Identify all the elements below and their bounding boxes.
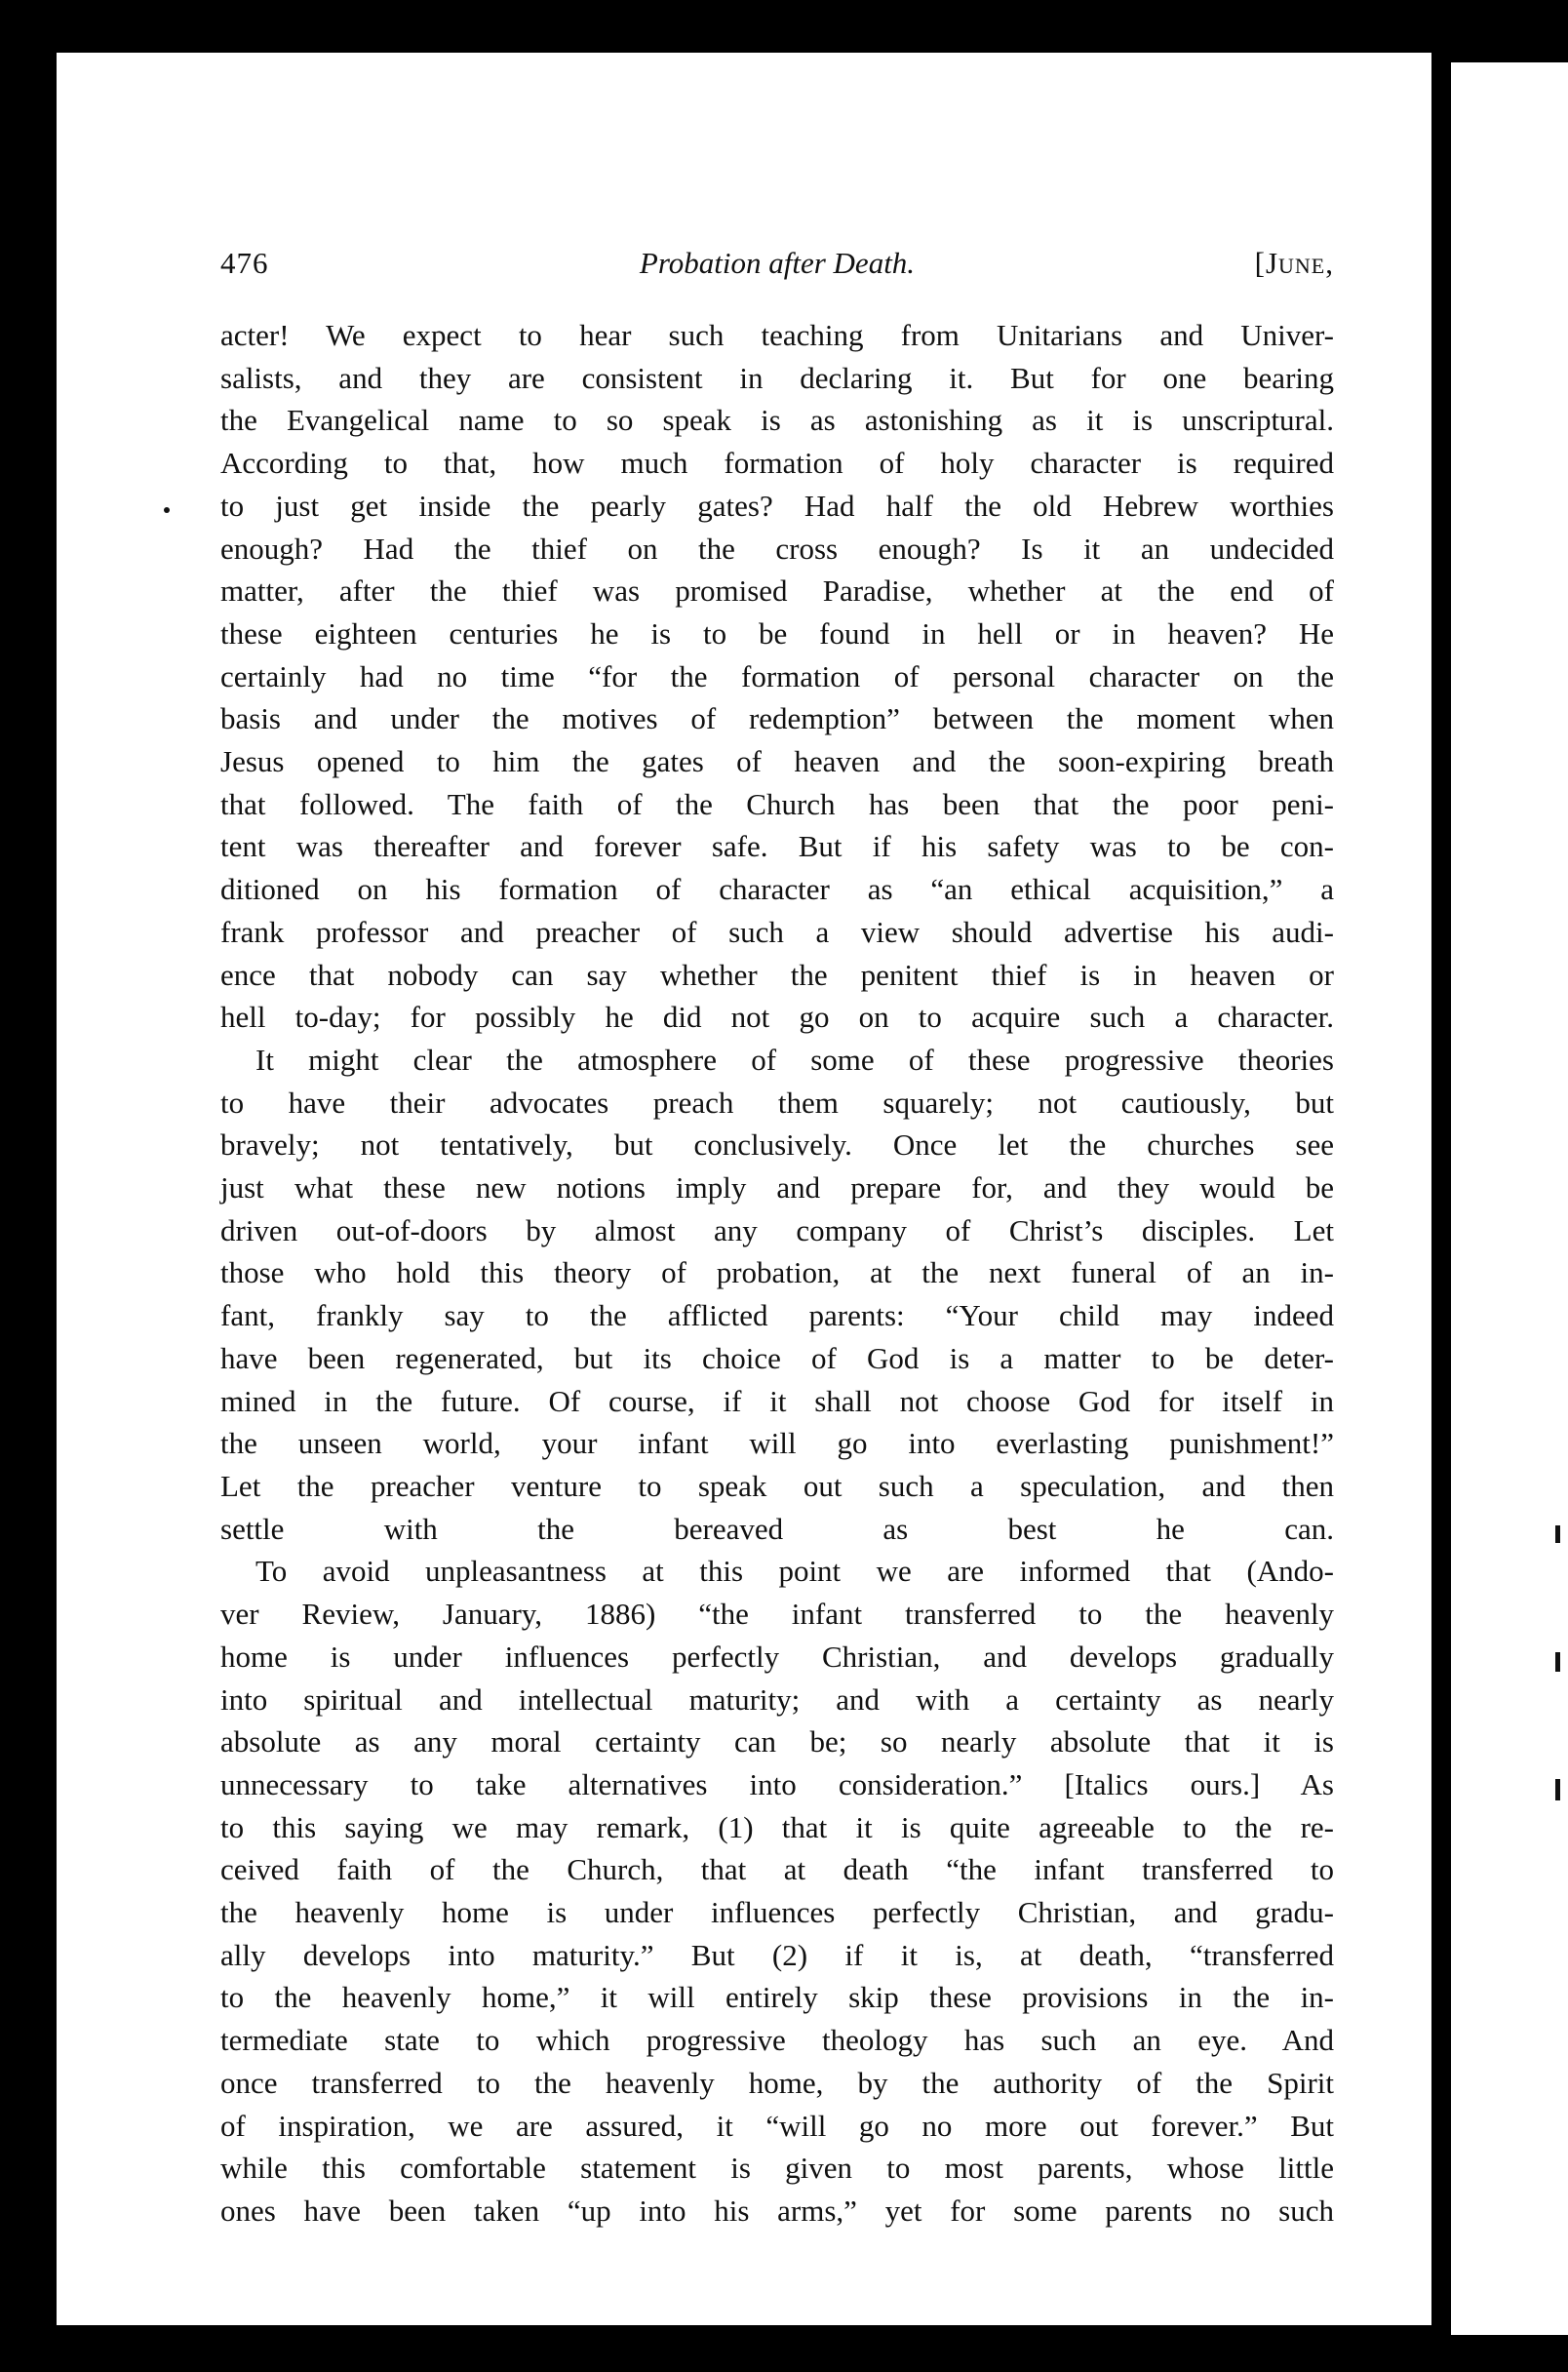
- stray-mark: [164, 507, 170, 513]
- text-line: bravely; not tentatively, but conclusively. Once let the churches see: [220, 1127, 1334, 1163]
- text-line: Let the preacher venture to speak out such a speculation, and then: [220, 1468, 1334, 1503]
- text-line: ceived faith of the Church, that at death “the infant transferred to: [220, 1852, 1334, 1887]
- edge-mark: [1555, 1652, 1560, 1672]
- paragraph: [220, 1550, 1334, 2232]
- book-page: [57, 53, 1431, 2325]
- text-line: According to that, how much formation of holy character is required: [220, 446, 1334, 481]
- text-line: It might clear the atmosphere of some of these progressive theories: [255, 1042, 1334, 1077]
- text-line: settle with the bereaved as best he can.: [220, 1511, 1334, 1546]
- page-number: 476: [220, 246, 269, 280]
- body-text: [220, 314, 1334, 2233]
- text-line: ver Review, January, 1886) “the infant transferred to the heavenly: [220, 1597, 1334, 1632]
- text-line: acter! We expect to hear such teaching from Unitarians and Univer-: [220, 318, 1334, 352]
- paragraph: [220, 1039, 1334, 1550]
- text-line: of inspiration, we are assured, it “will go no more out forever.” But: [220, 2108, 1334, 2143]
- text-line: driven out-of-doors by almost any company of Christ’s disciples. Let: [220, 1212, 1334, 1247]
- text-line: the heavenly home is under influences perfectly Christian, and gradu-: [220, 1895, 1334, 1930]
- running-title: Probation after Death.: [639, 246, 916, 280]
- text-line: absolute as any moral certainty can be; so nearly absolute that it is: [220, 1724, 1334, 1759]
- text-line: tent was thereafter and forever safe. But if his safety was to be con-: [220, 829, 1334, 864]
- text-line: ones have been taken “up into his arms,” yet for some parents no such: [220, 2193, 1334, 2228]
- text-line: the unseen world, your infant will go into everlasting punishment!”: [220, 1426, 1334, 1461]
- text-line: to just get inside the pearly gates? Had half the old Hebrew worthies: [220, 488, 1334, 523]
- text-line: to have their advocates preach them squarely; not cautiously, but: [220, 1085, 1334, 1120]
- text-line: home is under influences perfectly Christian, and develops gradually: [220, 1639, 1334, 1674]
- text-line: ence that nobody can say whether the penitent thief is in heaven or: [220, 957, 1334, 992]
- text-line: fant, frankly say to the afflicted parents: “Your child may indeed: [220, 1298, 1334, 1333]
- adjacent-page-edge: [1451, 62, 1568, 2335]
- text-line: ally develops into maturity.” But (2) if it is, at death, “transferred: [220, 1937, 1334, 1972]
- text-line: salists, and they are consistent in declaring it. But for one bearing: [220, 360, 1334, 395]
- edge-mark: [1555, 1779, 1560, 1800]
- text-line: hell to-day; for possibly he did not go on to acquire such a character.: [220, 1000, 1334, 1035]
- text-line: To avoid unpleasantness at this point we are informed that (Ando-: [255, 1554, 1334, 1589]
- text-line: mined in the future. Of course, if it shall not choose God for itself in: [220, 1383, 1334, 1418]
- text-line: have been regenerated, but its choice of God is a matter to be deter-: [220, 1340, 1334, 1375]
- text-line: that followed. The faith of the Church has been that the poor peni-: [220, 786, 1334, 821]
- text-line: basis and under the motives of redemption” between the moment when: [220, 701, 1334, 736]
- text-line: termediate state to which progressive theology has such an eye. And: [220, 2023, 1334, 2058]
- edge-mark: [1555, 1525, 1560, 1543]
- text-line: ditioned on his formation of character as “an ethical acquisition,” a: [220, 872, 1334, 907]
- text-line: certainly had no time “for the formation of personal character on the: [220, 658, 1334, 693]
- text-line: once transferred to the heavenly home, by the authority of the Spirit: [220, 2065, 1334, 2100]
- text-line: frank professor and preacher of such a view should advertise his audi-: [220, 914, 1334, 949]
- text-line: into spiritual and intellectual maturity; and with a certainty as nearly: [220, 1681, 1334, 1717]
- running-month: [June,: [1254, 246, 1334, 280]
- text-line: Jesus opened to him the gates of heaven and the soon-expiring breath: [220, 744, 1334, 779]
- text-line: just what these new notions imply and prepare for, and they would be: [220, 1170, 1334, 1206]
- text-line: to this saying we may remark, (1) that it is quite agreeable to the re-: [220, 1809, 1334, 1844]
- text-line: the Evangelical name to so speak is as astonishing as it is unscriptural.: [220, 403, 1334, 438]
- running-head: [220, 246, 1334, 293]
- text-line: enough? Had the thief on the cross enough? Is it an undecided: [220, 531, 1334, 566]
- text-line: while this comfortable statement is given to most parents, whose little: [220, 2151, 1334, 2186]
- text-line: unnecessary to take alternatives into consideration.” [Italics ours.] As: [220, 1766, 1334, 1801]
- text-line: these eighteen centuries he is to be found in hell or in heaven? He: [220, 615, 1334, 651]
- text-line: matter, after the thief was promised Paradise, whether at the end of: [220, 573, 1334, 609]
- text-line: those who hold this theory of probation, at the next funeral of an in-: [220, 1255, 1334, 1290]
- paragraph: [220, 314, 1334, 1039]
- text-line: to the heavenly home,” it will entirely skip these provisions in the in-: [220, 1980, 1334, 2015]
